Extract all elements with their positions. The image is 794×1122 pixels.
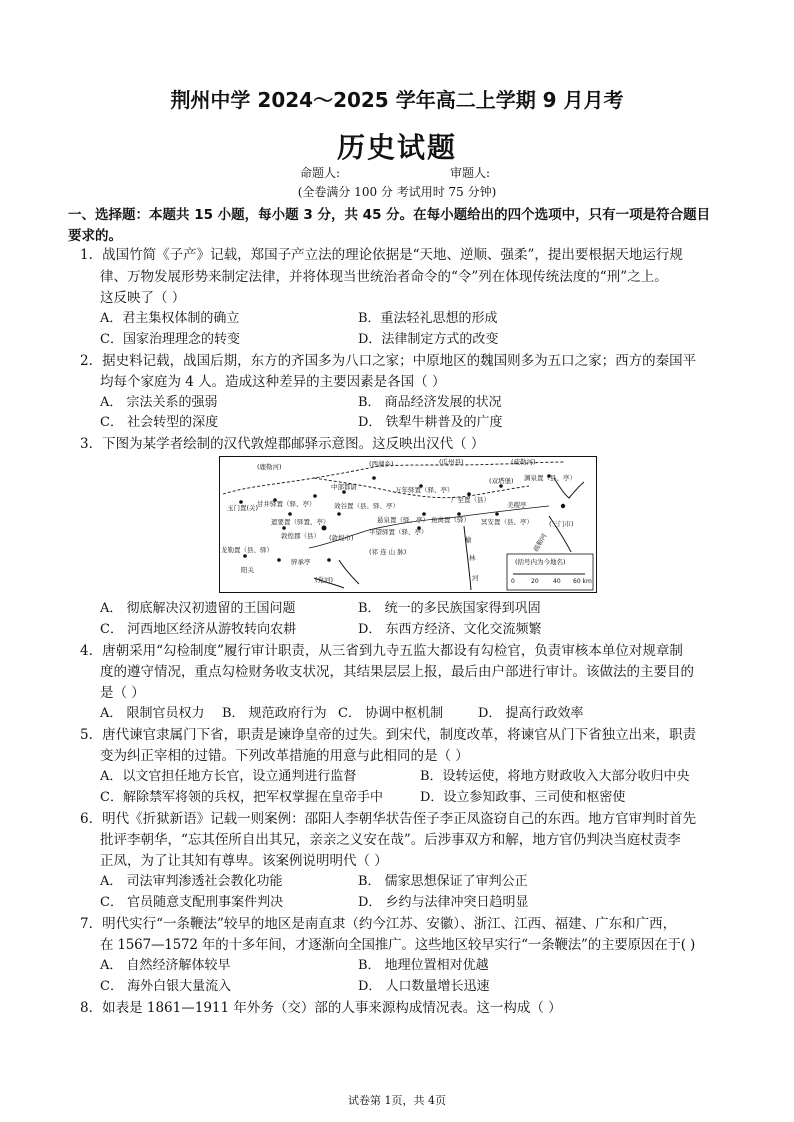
q5-option-d[interactable]: D．设立参知政事、三司使和枢密使	[420, 790, 626, 805]
q4-option-c[interactable]: C． 协调中枢机制	[338, 706, 444, 721]
map-label: 万年驿置（驿、亭）	[395, 486, 454, 494]
map-label: 中部都尉	[331, 483, 357, 491]
author-label: 命题人:	[300, 166, 341, 180]
q2-option-c[interactable]: C． 社会转型的深度	[100, 415, 219, 430]
map-label: 甘井驿置（驿、亭）	[257, 500, 316, 508]
map-label: 敦煌郡（县）	[281, 532, 320, 540]
scale-tick: 0	[511, 578, 515, 585]
map-label: (鹿勒河)	[257, 463, 282, 471]
map-label: (三门市)	[549, 520, 574, 528]
q4-stem-line-2: 度的遵守情况，重点勾检财务收支状况，其结果层层上报，最后由户部进行审计。该做法的主要目的	[100, 664, 694, 680]
q7-stem-line-2: 在 1567—1572 年的十多年间，才逐渐向全国推广。这些地区较早实行“一条鞭法”的主要原因在于( )	[100, 937, 696, 953]
q6-option-b[interactable]: B． 儒家思想保证了审判公正	[358, 874, 528, 889]
map-label: (党河)	[315, 576, 334, 584]
map-label: 平望驿置（驿、亭）	[369, 528, 428, 536]
q4-stem-line-1: 4．唐朝采用“勾检制度”履行审计职责，从三省到九寺五监大都设有勾检官，负责审核本单位对规章制	[80, 643, 683, 659]
scale-tick: 40	[553, 578, 561, 585]
q6-option-c[interactable]: C． 官员随意支配刑事案件判决	[100, 895, 284, 910]
map-label: 效谷置（县、驿、亭）	[334, 502, 399, 510]
q3-option-b[interactable]: B． 统一的多民族国家得到巩固	[358, 601, 541, 616]
map-label: 玉门置(关)	[227, 504, 259, 512]
q2-stem-line-2: 均每个家庭为 4 人。造成这种差异的主要因素是各国（ ）	[100, 374, 446, 390]
q4-option-a[interactable]: A． 限制官员权力	[100, 706, 205, 721]
q7-option-d[interactable]: D． 人口数量增长迅速	[358, 979, 490, 994]
map-label: 渊泉置（县、亭）	[524, 474, 576, 482]
authors-line	[300, 164, 600, 181]
q6-stem-line-2: 批评李朝华，“忘其侄所自出其兄，亲亲之义安在哉”。后涉事双方和解，地方官仍判决当庭杖责李	[100, 832, 681, 848]
map-label: 阳关	[241, 566, 254, 574]
map-label: 龙勒置（县、驿）	[221, 546, 273, 554]
map-label: (疏勒河)	[511, 458, 536, 466]
q2-option-b[interactable]: B． 商品经济发展的状况	[358, 395, 502, 410]
section-heading-line-1: 一、选择题：本题共 15 小题，每小题 3 分，共 45 分。在每小题给出的四个选项中，只有一项是符合题目	[68, 207, 711, 223]
q2-option-d[interactable]: D． 铁犁牛耕普及的广度	[358, 415, 503, 430]
q4-option-b[interactable]: B． 规范政府行为	[222, 706, 327, 721]
q6-option-a[interactable]: A． 司法审判渗透社会教化功能	[100, 874, 283, 889]
q3-option-c[interactable]: C． 河西地区经济从游牧转向农耕	[100, 622, 297, 637]
map-label: 河	[472, 574, 479, 582]
q1-option-d[interactable]: D．法律制定方式的改变	[358, 332, 499, 347]
q5-option-c[interactable]: C．解除禁军将领的兵权，把军权掌握在皇帝手中	[100, 790, 383, 805]
q4-option-d[interactable]: D． 提高行政效率	[478, 706, 584, 721]
q2-option-a[interactable]: A． 宗法关系的强弱	[100, 395, 218, 410]
q1-stem-line-2: 律、万物发展形势来制定法律，并将体现当世统治者命令的“令”列在体现传统法度的“刑”之上。	[100, 269, 668, 285]
section-heading	[68, 205, 724, 247]
q3-stem-line-1: 3．下图为某学者绘制的汉代敦煌郡邮驿示意图。这反映出汉代（ ）	[80, 436, 485, 452]
map-label: 冥安置（县、亭）	[481, 518, 533, 526]
q1-stem-line-3: 这反映了（ ）	[100, 290, 186, 306]
map-label: 广至置（县）	[451, 496, 490, 504]
q4-stem-line-3: 是（ ）	[100, 685, 145, 701]
q7-option-b[interactable]: B． 地理位置相对优越	[358, 958, 489, 973]
q6-stem-line-3: 正凤，为了让其知有尊卑。该案例说明明代（ ）	[100, 853, 388, 869]
q5-option-b[interactable]: B．设转运使，将地方财政收入大部分收归中央	[420, 769, 690, 784]
reviewer-label: 审题人:	[450, 166, 491, 180]
q1-stem-line-1: 1．战国竹简《子产》记载，郑国子产立法的理论依据是“天地、逆顺、强柔”，提出要根据天地运行规	[80, 247, 683, 263]
q8-stem-line-1: 8．如表是 1861—1911 年外务（交）部的人事来源构成情况表。这一构成（ ）	[80, 1000, 562, 1016]
map-label: (祁 连 山 脉)	[369, 548, 407, 556]
exam-info: (全卷满分 100 分 考试用时 75 分钟)	[297, 185, 497, 199]
scale-tick: 60 km	[573, 578, 592, 585]
q3-option-a[interactable]: A． 彻底解决汉初遗留的王国问题	[100, 601, 296, 616]
map-label: 榆	[465, 536, 472, 544]
map-legend-note: (括号内为今地名)	[515, 558, 566, 566]
q2-stem-line-1: 2．据史料记载，战国后期，东方的齐国多为八口之家；中原地区的魏国则多为五口之家；西方的秦国平	[80, 353, 697, 369]
scale-tick: 20	[531, 578, 539, 585]
page-footer: 试卷第 1页，共 4页	[348, 1094, 446, 1107]
q7-option-c[interactable]: C． 海外白银大量流入	[100, 979, 232, 994]
map-label: 骍承亭	[291, 558, 311, 566]
q5-stem-line-1: 5．唐代谏官隶属门下省，职责是谏诤皇帝的过失。到宋代，制度改革，将谏官从门下省独立出来，职责	[80, 727, 697, 743]
map-label: (瓜州县)	[439, 458, 464, 466]
q7-option-a[interactable]: A． 自然经济解体较早	[100, 958, 231, 973]
map-label: 美稷亭	[507, 501, 527, 509]
map-label: (双塔堡)	[489, 477, 514, 485]
map-label: 悬泉置（驿、亭）	[377, 516, 429, 524]
map-label: 林	[469, 554, 476, 562]
section-heading-line-2: 要求的。	[68, 228, 122, 244]
q6-option-d[interactable]: D． 乡约与法律冲突日趋明显	[358, 895, 529, 910]
q3-option-d[interactable]: D． 东西方经济、文化交流频繁	[358, 622, 542, 637]
map-label: 鱼离置（驿）	[431, 516, 470, 524]
subject-title: 历史试题	[336, 131, 457, 164]
map-label: (敦煌市)	[329, 534, 354, 542]
map-label: 遮要置（驿置、亭）	[271, 518, 330, 526]
q5-option-a[interactable]: A．以文官担任地方长官，设立通判进行监督	[100, 769, 357, 784]
page-title: 荆州中学 2024～2025 学年高二上学期 9 月月考	[170, 88, 624, 112]
dunhuang-postal-map	[219, 456, 597, 593]
q1-option-a[interactable]: A．君主集权体制的确立	[100, 311, 240, 326]
map-label: (西湖乡)	[369, 460, 394, 468]
q5-stem-line-2: 变为纠正宰相的过错。下列改革措施的用意与此相同的是（ ）	[100, 748, 469, 764]
q1-option-b[interactable]: B．重法轻礼思想的形成	[358, 311, 498, 326]
map-label: 疏勒河	[531, 532, 549, 553]
q1-option-c[interactable]: C．国家治理理念的转变	[100, 332, 240, 347]
q7-stem-line-1: 7．明代实行“一条鞭法”较早的地区是南直隶（约今江苏、安徽）、浙江、江西、福建、广东和广西，	[80, 916, 677, 932]
q6-stem-line-1: 6．明代《折狱新语》记载一则案例：邵阳人李朝华状告侄子李正凤盗窃自己的东西。地方官审判时首先	[80, 811, 697, 827]
